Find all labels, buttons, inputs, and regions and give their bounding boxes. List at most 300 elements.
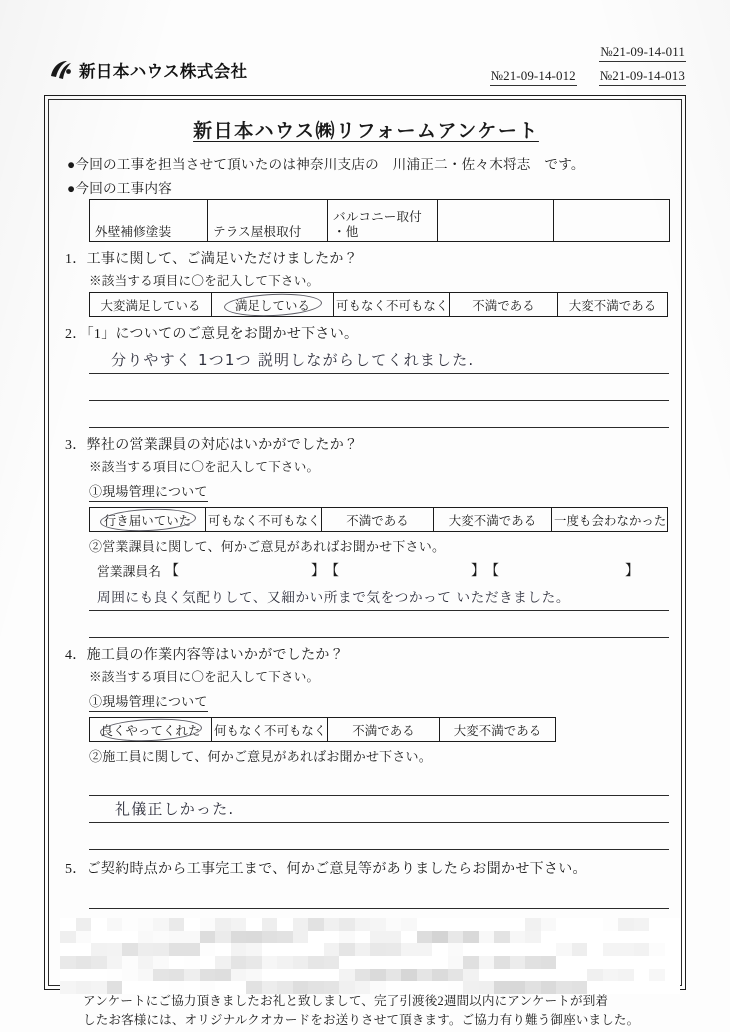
mosaic-cell [91,956,107,969]
mosaic-cell [386,931,402,944]
mosaic-cell [370,981,386,994]
mosaic-cell [386,981,402,994]
mosaic-cell [448,969,464,982]
mosaic-cell [308,969,324,982]
mosaic-cell [122,956,138,969]
mosaic-cell [665,969,681,982]
mosaic-cell [60,918,76,931]
bracket-open: 【 [484,564,499,579]
mosaic-cell [525,969,541,982]
mosaic-cell [541,918,557,931]
mosaic-cell [587,918,603,931]
answer-line[interactable] [89,611,669,638]
answer-line[interactable] [89,796,669,823]
mosaic-cell [649,969,665,982]
question-3-note: ※該当する項目に〇を記入して下さい。 [89,460,320,474]
mosaic-cell [246,918,262,931]
mosaic-cell [215,931,231,944]
mosaic-cell [246,943,262,956]
mosaic-cell [417,956,433,969]
answer-line[interactable] [89,823,669,850]
question-3-sub1-label: ①現場管理について [89,481,208,502]
mosaic-cell [556,931,572,944]
mosaic-cell [463,943,479,956]
mosaic-cell [649,918,665,931]
mosaic-cell [417,931,433,944]
mosaic-cell [541,931,557,944]
mosaic-cell [432,981,448,994]
mosaic-cell [463,956,479,969]
mosaic-cell [510,981,526,994]
handwritten-answer: 礼儀正しかった. [115,800,235,818]
mosaic-cell [60,931,76,944]
mosaic-cell [634,969,650,982]
mosaic-cell [277,943,293,956]
mosaic-cell [107,943,123,956]
mosaic-cell [355,969,371,982]
mosaic-cell [603,943,619,956]
answer-line[interactable] [89,347,669,374]
mosaic-cell [417,969,433,982]
closing-note-line-3: したお客様には、オリジナルクオカードをお送りさせて頂きます。ご協力有り難う御座いました。 [83,1012,640,1027]
mosaic-cell [76,956,92,969]
closing-note-line-2: アンケートにご協力頂きましたお礼と致しまして、完了引渡後2週間以内にアンケートが到着 [83,993,609,1008]
mosaic-cell [525,931,541,944]
name-field-2-value[interactable] [339,563,471,577]
mosaic-cell [448,918,464,931]
mosaic-cell [370,918,386,931]
mosaic-cell [339,956,355,969]
mosaic-cell [417,918,433,931]
letterhead [0,0,730,92]
mosaic-cell [262,981,278,994]
page-title: 新日本ハウス㈱リフォームアンケート [193,121,539,142]
mosaic-cell [556,981,572,994]
mosaic-cell [277,981,293,994]
name-field-1-value[interactable] [179,563,311,577]
mosaic-cell [649,943,665,956]
mosaic-cell [587,981,603,994]
mosaic-cell [200,931,216,944]
mosaic-cell [107,969,123,982]
mosaic-cell [246,981,262,994]
mosaic-cell [60,969,76,982]
mosaic-cell [277,931,293,944]
mosaic-cell [324,918,340,931]
mosaic-cell [432,918,448,931]
mosaic-cell [138,943,154,956]
mosaic-cell [634,931,650,944]
mosaic-cell [401,981,417,994]
content-cell-line1: バルコニー取付 [333,210,422,225]
mosaic-cell [618,981,634,994]
mosaic-cell [665,956,681,969]
mosaic-cell [401,918,417,931]
mosaic-cell [556,943,572,956]
mosaic-cell [277,969,293,982]
q4-option-0-label: 良くやってくれた [100,723,201,738]
question-4-heading: 4．施工員の作業内容等はいかがでしたか？ [65,648,344,663]
mosaic-cell [293,918,309,931]
mosaic-cell [153,956,169,969]
table-row [90,293,668,317]
mosaic-cell [525,981,541,994]
name-field-1[interactable] [165,560,325,580]
mosaic-cell [107,981,123,994]
mosaic-cell [618,969,634,982]
mosaic-cell [215,956,231,969]
mosaic-cell [386,918,402,931]
mosaic-cell [231,931,247,944]
mosaic-cell [200,969,216,982]
answer-line[interactable] [89,584,669,611]
mosaic-cell [107,956,123,969]
mosaic-cell [184,931,200,944]
q1-option-3[interactable]: 不満である [450,293,558,317]
q3-option-3[interactable]: 大変不満である [434,508,552,532]
mosaic-cell [463,969,479,982]
mosaic-cell [479,918,495,931]
mosaic-cell [231,918,247,931]
mosaic-cell [262,918,278,931]
question-3-answer-area[interactable] [89,584,669,638]
q4-option-2[interactable]: 不満である [328,718,440,742]
mosaic-cell [572,918,588,931]
intro-line: ●今回の工事を担当させて頂いたのは神奈川支店の 川浦正二・佐々木将志 です。 [67,157,585,172]
mosaic-cell [494,918,510,931]
mosaic-cell [355,918,371,931]
mosaic-cell [510,956,526,969]
question-4-sub2-label: ②施工員に関して、何かご意見があればお聞かせ下さい。 [89,749,432,764]
mosaic-cell [324,981,340,994]
mosaic-cell [603,981,619,994]
mosaic-cell [618,918,634,931]
mosaic-cell [603,956,619,969]
q3-option-1[interactable]: 可もなく不可もなく [206,508,322,532]
mosaic-cell [138,931,154,944]
question-3-heading: 3．弊社の営業課員の対応はいかがでしたか？ [65,438,359,453]
mosaic-cell [339,981,355,994]
bracket-open: 【 [324,564,339,579]
mosaic-cell [448,981,464,994]
q1-option-4[interactable]: 大変不満である [558,293,668,317]
content-cell-empty [554,200,670,242]
question-2-heading: 2．「1」についてのご意見をお聞かせ下さい。 [65,327,359,342]
pixelation-mosaic [60,918,680,994]
mosaic-cell [463,981,479,994]
mosaic-cell [246,956,262,969]
q3-option-4[interactable]: 一度も会わなかった [552,508,668,532]
mosaic-cell [215,943,231,956]
mosaic-cell [308,981,324,994]
mosaic-cell [665,943,681,956]
mosaic-cell [308,943,324,956]
document-numbers [490,44,686,86]
mosaic-cell [463,918,479,931]
mosaic-cell [665,918,681,931]
q4-option-1[interactable]: 何もなく不可もなく [212,718,328,742]
mosaic-cell [370,931,386,944]
mosaic-cell [153,931,169,944]
mosaic-cell [494,943,510,956]
mosaic-cell [618,931,634,944]
mosaic-cell [634,943,650,956]
sales-staff-name-label: 営業課員名 [97,564,161,579]
question-1-heading: 1．工事に関して、ご満足いただけましたか？ [65,252,359,267]
mosaic-cell [587,943,603,956]
mosaic-cell [184,956,200,969]
question-4-sub1-label: ①現場管理について [89,691,208,712]
mosaic-cell [386,943,402,956]
document-number: №21-09-14-011 [599,44,686,62]
mosaic-cell [556,956,572,969]
content-cell-empty [438,200,554,242]
mosaic-cell [262,943,278,956]
mosaic-cell [138,956,154,969]
answer-line[interactable] [89,769,669,796]
q3-option-2[interactable]: 不満である [322,508,434,532]
mosaic-cell [184,943,200,956]
handwritten-answer: 周囲にも良く気配りして、又細かい所まで気をつかって いただきました。 [97,590,571,606]
answer-line[interactable] [89,374,669,401]
mosaic-cell [556,918,572,931]
mosaic-cell [618,943,634,956]
handwritten-answer: 分りやすく 1つ1つ 説明しながらしてくれました. [111,351,475,369]
q3-option-0-label: 行き届いていた [103,513,192,528]
mosaic-cell [76,918,92,931]
question-4-note: ※該当する項目に〇を記入して下さい。 [89,670,320,684]
mosaic-cell [401,956,417,969]
mosaic-cell [169,981,185,994]
mosaic-cell [60,956,76,969]
mosaic-cell [91,918,107,931]
mosaic-cell [339,918,355,931]
mosaic-cell [293,956,309,969]
mosaic-cell [618,956,634,969]
mosaic-cell [448,943,464,956]
mosaic-cell [184,918,200,931]
mosaic-cell [246,969,262,982]
mosaic-cell [603,969,619,982]
name-field-3-value[interactable] [499,563,625,577]
table-row [90,718,556,742]
question-5-heading: 5．ご契約時点から工事完工まで、何かご意見等がありましたらお聞かせ下さい。 [65,862,587,877]
answer-line[interactable] [89,882,669,909]
document-number: №21-09-14-013 [599,68,686,86]
mosaic-cell [355,981,371,994]
mosaic-cell [153,981,169,994]
mosaic-cell [122,918,138,931]
mosaic-cell [587,956,603,969]
mosaic-cell [169,943,185,956]
mosaic-cell [293,943,309,956]
mosaic-cell [541,956,557,969]
mosaic-cell [417,943,433,956]
mosaic-cell [169,918,185,931]
mosaic-cell [634,956,650,969]
q1-option-1-selected[interactable] [212,293,334,317]
mosaic-cell [432,969,448,982]
bracket-open: 【 [164,564,179,579]
question-4-options-table[interactable] [89,717,556,742]
mosaic-cell [246,931,262,944]
mosaic-cell [231,969,247,982]
q1-option-0[interactable]: 大変満足している [90,293,212,317]
q4-option-3[interactable]: 大変不満である [440,718,556,742]
name-field-2[interactable] [325,560,485,580]
mosaic-cell [494,969,510,982]
mosaic-cell [169,956,185,969]
mosaic-cell [324,943,340,956]
mosaic-cell [262,969,278,982]
mosaic-cell [665,981,681,994]
bracket-close: 】 [624,564,639,579]
content-cell: テラス屋根取付 [208,200,328,242]
q4-option-0-selected[interactable] [90,718,212,742]
mosaic-cell [308,931,324,944]
mosaic-cell [386,969,402,982]
mosaic-cell [386,956,402,969]
question-1-options-table[interactable] [89,292,668,317]
mosaic-cell [417,981,433,994]
mosaic-cell [370,956,386,969]
question-2-answer-area[interactable] [89,347,669,428]
mosaic-cell [649,956,665,969]
mosaic-cell [541,981,557,994]
mosaic-cell [649,981,665,994]
mosaic-cell [91,981,107,994]
question-3-options-table[interactable] [89,507,668,532]
mosaic-cell [76,981,92,994]
mosaic-cell [448,956,464,969]
mosaic-cell [200,943,216,956]
mosaic-cell [649,931,665,944]
mosaic-cell [370,969,386,982]
bracket-close: 】 [310,564,325,579]
mosaic-cell [494,931,510,944]
mosaic-cell [324,969,340,982]
company-name: 新日本ハウス株式会社 [79,62,248,81]
mosaic-cell [324,931,340,944]
mosaic-cell [432,956,448,969]
mosaic-cell [510,943,526,956]
mosaic-cell [308,918,324,931]
mosaic-cell [339,943,355,956]
mosaic-cell [525,918,541,931]
content-cell: 外壁補修塗装 [90,200,208,242]
mosaic-cell [541,943,557,956]
content-cell-line2: ・他 [333,224,359,239]
mosaic-cell [634,981,650,994]
mosaic-cell [525,943,541,956]
mosaic-cell [339,931,355,944]
mosaic-cell [76,931,92,944]
mosaic-cell [401,943,417,956]
mosaic-cell [308,956,324,969]
mosaic-cell [293,931,309,944]
bracket-close: 】 [470,564,485,579]
q1-option-2[interactable]: 可もなく不可もなく [334,293,450,317]
mosaic-cell [479,956,495,969]
mosaic-cell [572,943,588,956]
mosaic-cell [122,969,138,982]
answer-line[interactable] [89,401,669,428]
mosaic-cell [494,956,510,969]
mosaic-cell [200,956,216,969]
mosaic-cell [138,981,154,994]
mosaic-cell [355,943,371,956]
mosaic-cell [603,918,619,931]
mosaic-cell [200,918,216,931]
question-1-note: ※該当する項目に〇を記入して下さい。 [89,274,320,288]
mosaic-cell [122,943,138,956]
mosaic-cell [184,969,200,982]
mosaic-cell [169,969,185,982]
mosaic-cell [231,956,247,969]
mosaic-cell [293,969,309,982]
mosaic-cell [231,981,247,994]
mosaic-cell [215,918,231,931]
mosaic-cell [215,969,231,982]
question-3-sub2-label: ②営業課員に関して、何かご意見があればお聞かせ下さい。 [89,539,446,554]
q3-option-0-selected[interactable] [90,508,206,532]
construction-content-table [89,199,670,242]
mosaic-cell [184,981,200,994]
mosaic-cell [479,931,495,944]
mosaic-cell [262,956,278,969]
mosaic-cell [541,969,557,982]
table-row [90,508,668,532]
mosaic-cell [510,969,526,982]
mosaic-cell [122,931,138,944]
mosaic-cell [277,956,293,969]
mosaic-cell [138,918,154,931]
mosaic-cell [587,969,603,982]
table-row [90,200,670,242]
content-cell [328,200,438,242]
mosaic-cell [603,931,619,944]
mosaic-cell [572,969,588,982]
mosaic-cell [153,918,169,931]
mosaic-cell [91,969,107,982]
mosaic-cell [355,956,371,969]
mosaic-cell [91,943,107,956]
mosaic-cell [556,969,572,982]
company-swoosh-logo-icon [48,58,74,82]
name-field-3[interactable] [485,560,639,580]
mosaic-cell [432,943,448,956]
mosaic-cell [634,918,650,931]
mosaic-cell [153,969,169,982]
mosaic-cell [76,943,92,956]
question-4-answer-area[interactable] [89,769,669,850]
mosaic-cell [587,931,603,944]
mosaic-cell [122,981,138,994]
mosaic-cell [200,981,216,994]
mosaic-cell [339,969,355,982]
mosaic-cell [91,931,107,944]
sales-staff-name-fields[interactable] [97,560,669,580]
mosaic-cell [293,981,309,994]
mosaic-cell [510,931,526,944]
mosaic-cell [479,981,495,994]
mosaic-cell [665,931,681,944]
mosaic-cell [510,918,526,931]
mosaic-cell [107,931,123,944]
mosaic-cell [432,931,448,944]
mosaic-cell [463,931,479,944]
mosaic-cell [138,969,154,982]
